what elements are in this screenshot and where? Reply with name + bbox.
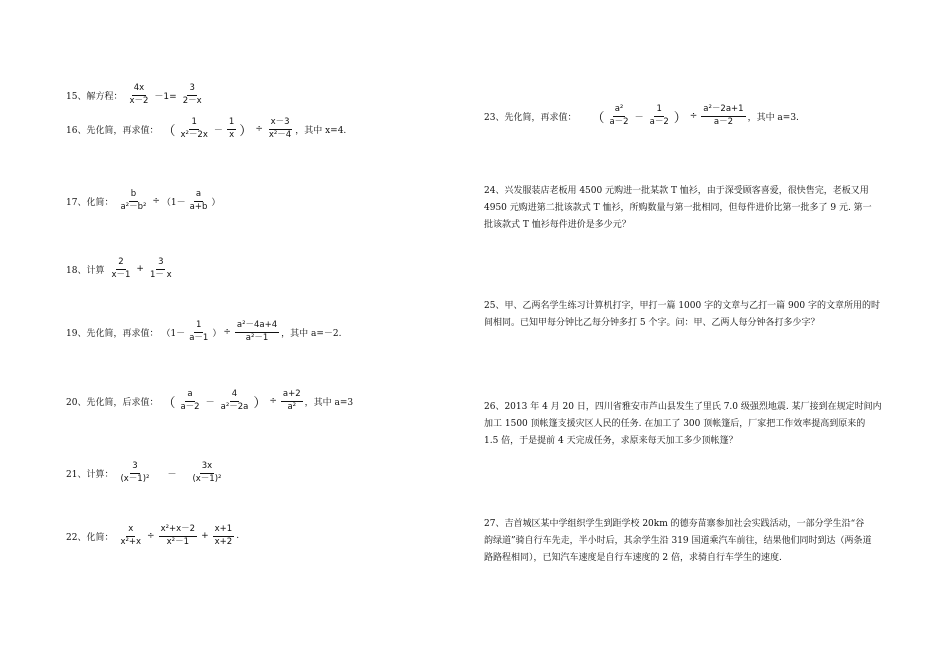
problem-label: 22、化简：: [66, 532, 114, 543]
fraction: $\frac{\text{a²}}{a-2}$: [609, 104, 629, 127]
problem-label: 23、先化简，再求值：: [484, 112, 577, 123]
text-line: 25、甲、乙两名学生练习计算机打字，甲打一篇 1000 字的文章与乙打一篇 900 字的文章所用的时: [484, 301, 880, 311]
text-line: 路路程相同），已知汽车速度是自行车速度的 2 倍，求骑自行车学生的速度.: [484, 553, 782, 563]
fraction: $\frac{1}{x}$: [228, 117, 235, 140]
fraction: $\frac{4}{\text{a²－2a}}$: [220, 389, 249, 412]
problem-25: [484, 298, 884, 332]
text-line: 批该款式 T 恤衫每件进价是多少元？: [484, 220, 631, 230]
fraction: $\frac{a+2}{\text{a²}}$: [282, 389, 301, 412]
problem-16: 16、先化简，再求值： （ $\frac{1}{\text{x²－2x}}$ － $\frac{1}{x}$ ） ÷ $\frac{x-3}{\text{x²－4}}$ ，其中 x=4.: [66, 117, 347, 140]
problem-22: 22、化简： $\frac{x}{\text{x²+x}}$ ÷ $\frac{\text{x²+x－2}}{\text{x²－1}}$ + $\frac{x+1}{x+2}$ .: [66, 524, 240, 547]
problem-21: 21、计算： $\frac{3}{\text{(x－1)²}}$ － $\frac{3x}{\text{(x－1)²}}$: [66, 461, 222, 484]
problem-label: 17、化简：: [66, 197, 114, 208]
problem-24: [484, 183, 884, 234]
problem-23: 23、先化简，再求值： （ $\frac{\text{a²}}{a-2}$ － $\frac{1}{a-2}$ ） ÷ $\frac{\text{a²－2a+1}}{a-2}$ ，其中 a=3.: [484, 104, 799, 127]
problem-label: 21、计算：: [66, 469, 114, 480]
problem-17: 17、化简： $\frac{b}{\text{a²－b²}}$ ÷ （1－ $\frac{a}{a+b}$ ）: [66, 189, 221, 212]
text-line: 加工 1500 顶帐篷支援灾区人民的任务. 在加工了 300 顶帐篷后，厂家把工作效率提高到原来的: [484, 419, 866, 429]
fraction: $\frac{2}{x-1}$: [111, 257, 131, 280]
text-line: 27、吉首城区某中学组织学生到距学校 20km 的德夯苗寨参加社会实践活动，一部分学生沿“谷: [484, 519, 865, 529]
fraction: $\frac{a}{a-2}$: [180, 389, 200, 412]
problem-label: 20、先化简，后求值：: [66, 397, 159, 408]
fraction: $\frac{\text{x²+x－2}}{\text{x²－1}}$: [160, 524, 196, 547]
fraction: $\frac{a}{a+b}$: [189, 189, 208, 212]
fraction: $\frac{1}{\text{x²－2x}}$: [180, 117, 208, 140]
problem-15: 15、解方程： $\frac{4x}{x-2}$ －1= $\frac{3}{2-x}$: [66, 83, 202, 106]
problem-26: [484, 399, 884, 450]
text-line: 间相同。已知甲每分钟比乙每分钟多打 5 个字。问：甲、乙两人每分钟各打多少字？: [484, 318, 820, 328]
fraction: $\frac{x-3}{\text{x²－4}}$: [268, 117, 292, 140]
text-line: 1.5 倍，于是提前 4 天完成任务，求原来每天加工多少顶帐篷？: [484, 436, 738, 446]
fraction: $\frac{4x}{x-2}$: [129, 83, 149, 106]
problem-20: 20、先化简，后求值： （ $\frac{a}{a-2}$ － $\frac{4}{\text{a²－2a}}$ ） ÷ $\frac{a+2}{\text{a²}}$ ，其中 a=3: [66, 389, 354, 412]
fraction: $\frac{b}{\text{a²－b²}}$: [120, 189, 147, 212]
fraction: $\frac{3x}{\text{(x－1)²}}$: [192, 461, 222, 484]
fraction: $\frac{\text{a²－4a+4}}{\text{a²－1}}$: [236, 320, 278, 343]
fraction: $\frac{\text{a²－2a+1}}{a-2}$: [703, 104, 744, 127]
fraction: $\frac{3}{\text{(x－1)²}}$: [120, 461, 150, 484]
fraction: $\frac{3}{2-x}$: [182, 83, 202, 106]
problem-19: 19、先化简，再求值： （1－ $\frac{1}{a-1}$ ） ÷ $\frac{\text{a²－4a+4}}{\text{a²－1}}$ ，其中 a=－2.: [66, 320, 342, 343]
fraction: $\frac{1}{a-2}$: [649, 104, 669, 127]
problem-label: 18、计算: [66, 265, 105, 276]
problem-27: [484, 516, 884, 567]
problem-18: 18、计算 $\frac{2}{x-1}$ + $\frac{3}{1- x}$: [66, 257, 172, 280]
text-line: 韵绿道”骑自行车先走，半小时后，其余学生沿 319 国道乘汽车前往，结果他们同时到达（两条道: [484, 536, 872, 546]
text-line: 4950 元购进第二批该款式 T 恤衫，所购数量与第一批相同，但每件进价比第一批多了 9 元. 第一: [484, 203, 872, 213]
fraction: $\frac{x+1}{x+2}$: [214, 524, 233, 547]
text-line: 24、兴发服装店老板用 4500 元购进一批某款 T 恤衫，由于深受顾客喜爱，很快售完，老板又用: [484, 186, 869, 196]
problem-label: 16、先化简，再求值：: [66, 125, 159, 136]
fraction: $\frac{3}{1- x}$: [149, 257, 172, 280]
text-line: 26、2013 年 4 月 20 日，四川省雅安市芦山县发生了里氏 7.0 级强烈地震. 某厂接到在规定时间内: [484, 402, 882, 412]
fraction: $\frac{x}{\text{x²+x}}$: [120, 524, 142, 547]
fraction: $\frac{1}{a-1}$: [189, 320, 209, 343]
problem-label: 19、先化简，再求值：: [66, 328, 159, 339]
problem-label: 15、解方程：: [66, 91, 123, 102]
